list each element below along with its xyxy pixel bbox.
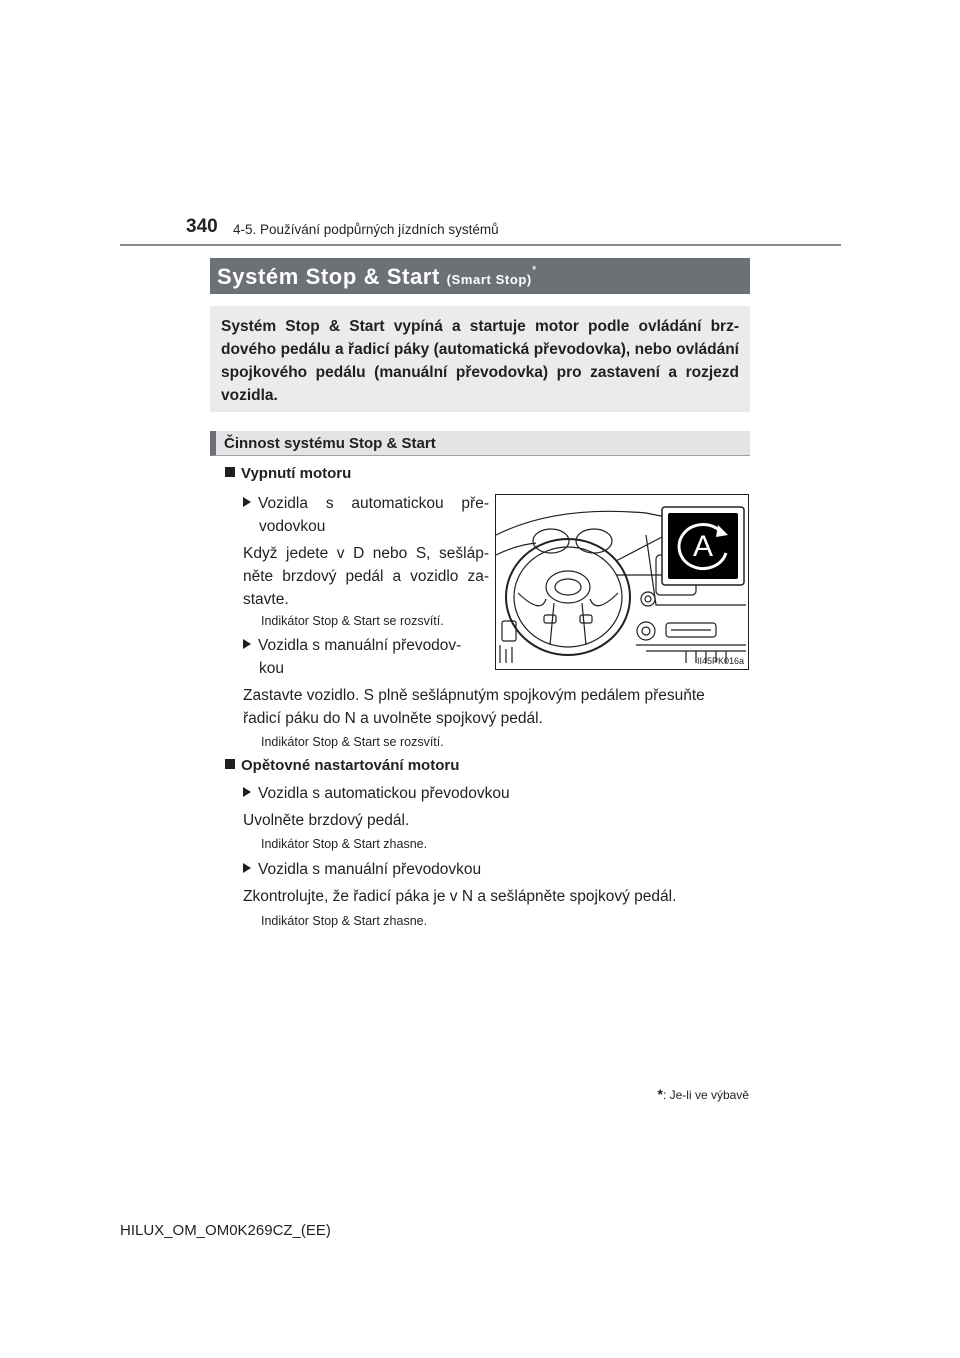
square-bullet-icon: [225, 467, 235, 477]
footnote-star: *: [657, 1086, 663, 1102]
title-main: Systém Stop & Start: [217, 264, 440, 289]
header-rule: [120, 244, 841, 246]
note-manual-restart: Indikátor Stop & Start zhasne.: [261, 914, 428, 928]
manual-label-restart: Vozidla s manuální převodovkou: [243, 858, 481, 881]
auto-text-engine-off: Když jedete v D nebo S, sešláp- něte brzdový pedál a vozidlo za- stavte.: [243, 545, 489, 608]
page-number: 340: [186, 216, 218, 237]
illustration-code: II45PK016a: [696, 656, 744, 666]
dashboard-drawing: [496, 495, 748, 669]
heading-engine-off: Vypnutí motoru: [225, 465, 351, 482]
section-heading: [210, 431, 750, 456]
note-auto-engine-off: Indikátor Stop & Start se rozsvítí.: [261, 614, 444, 628]
square-bullet-icon: [225, 759, 235, 769]
manual-text-engine-off: Zastavte vozidlo. S plně sešlápnutým spojkovým pedálem přesuňte řadicí páku do N a uvolněte spojkový pedál.: [243, 687, 705, 727]
title-bar: [210, 258, 750, 294]
triangle-bullet-icon: [243, 787, 251, 797]
indicator-letter: A: [692, 530, 714, 563]
intro-box: [210, 306, 750, 412]
footnote: *: Je-li ve výbavě: [657, 1086, 749, 1102]
dashboard-illustration: [495, 494, 749, 670]
intro-text: Systém Stop & Start vypíná a startuje motor podle ovládání brzdového pedálu a řadicí páky (automatická převodovka), nebo ovládání spojkového pedálu (manuální převodovka) pro zastavení a rozjezd vozidla.: [221, 318, 739, 404]
auto-label-restart: Vozidla s automatickou převodovkou: [243, 782, 510, 805]
auto-label-engine-off: Vozidla s automatickou pře- vodovkou: [243, 492, 489, 538]
triangle-bullet-icon: [243, 497, 251, 507]
note-auto-restart: Indikátor Stop & Start zhasne.: [261, 837, 428, 851]
heading-engine-restart: Opětovné nastartování motoru: [225, 757, 459, 774]
section-title: Činnost systému Stop & Start: [224, 435, 436, 452]
manual-text-restart: Zkontrolujte, že řadicí páka je v N a sešlápněte spojkový pedál.: [243, 888, 677, 905]
chapter-title: 4-5. Používání podpůrných jízdních systémů: [233, 222, 499, 237]
title-star: *: [531, 263, 538, 277]
auto-text-restart: Uvolněte brzdový pedál.: [243, 812, 410, 829]
title-sub: (Smart Stop): [446, 272, 532, 287]
note-manual-engine-off: Indikátor Stop & Start se rozsvítí.: [261, 735, 444, 749]
triangle-bullet-icon: [243, 639, 251, 649]
triangle-bullet-icon: [243, 863, 251, 873]
manual-label-engine-off: Vozidla s manuální převodov- kou: [243, 634, 489, 680]
document-code: HILUX_OM_OM0K269CZ_(EE): [120, 1222, 331, 1239]
page-title: [217, 263, 537, 290]
